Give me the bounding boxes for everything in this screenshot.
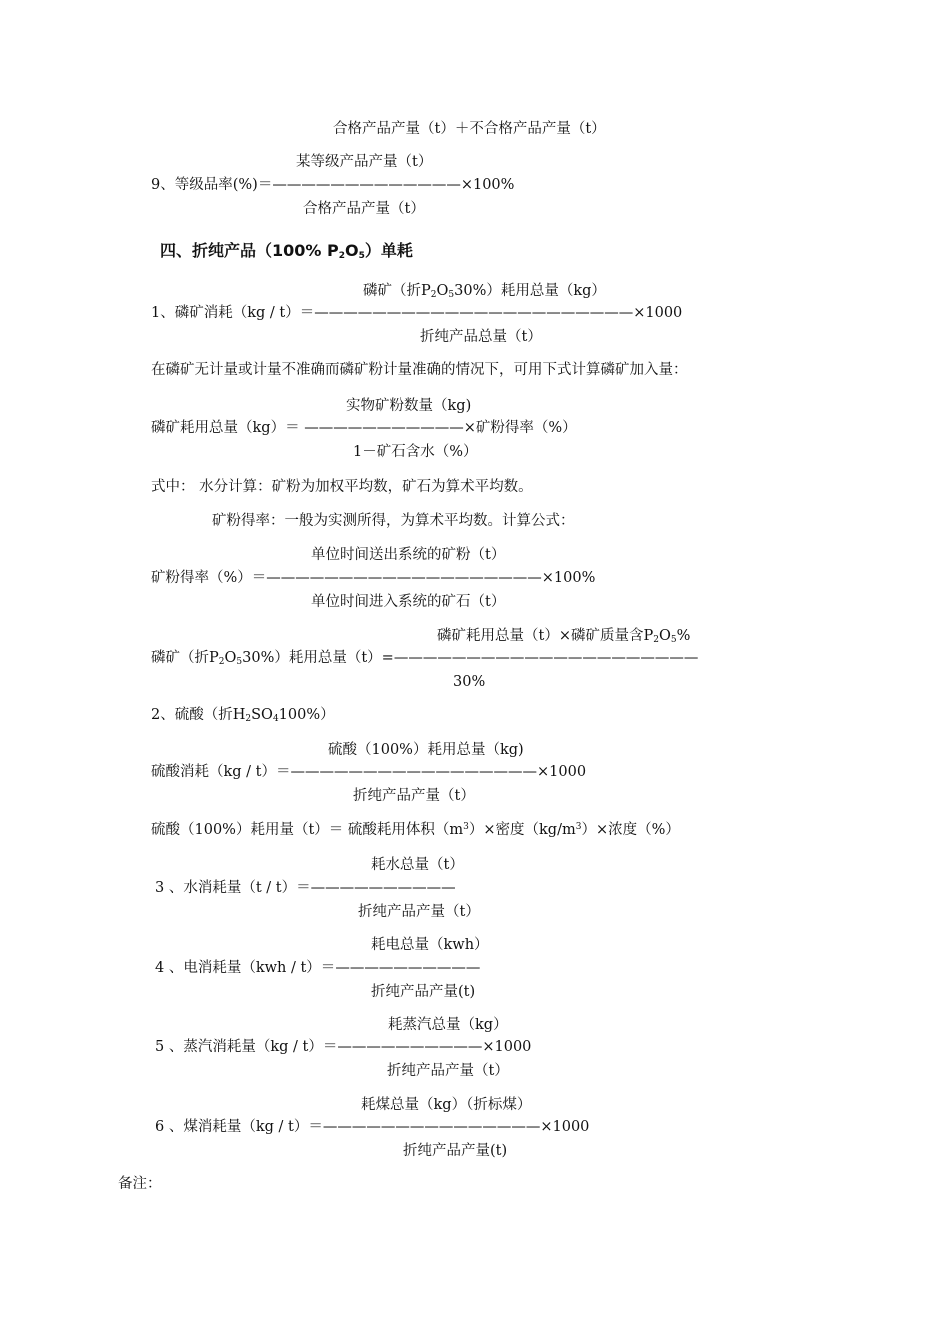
conv-num-sub-2: 5 (670, 635, 677, 645)
conv-label-sub-2: 5 (236, 657, 243, 667)
f6-equation-line (155, 1118, 589, 1136)
f6-label: 6 、煤消耗量（kg / t）＝ (155, 1119, 323, 1135)
conv-num-mid: O (658, 628, 671, 644)
f2-vol-sup-1: 3 (463, 822, 469, 832)
f6-numerator: 耗煤总量（kg）（折标煤） (361, 1097, 532, 1113)
f1-fraction-bar: —————————————————————— (314, 305, 634, 321)
remark-label: 备注： (118, 1176, 162, 1192)
f5-denominator: 折纯产品产量（t） (387, 1063, 509, 1079)
heading-text-pre: 四、折纯产品（100% P (160, 241, 339, 260)
yield-fraction-bar: ——————————————————— (266, 570, 542, 586)
where-line-2: 矿粉得率：一般为实测所得，为算术平均数。计算公式： (212, 513, 575, 529)
yield-label: 矿粉得率（%）＝ (151, 570, 267, 586)
conv-label-sub-1: 2 (218, 657, 225, 667)
f2-vol-sup-2: 3 (575, 822, 582, 832)
f6-denominator: 折纯产品产量(t) (403, 1143, 508, 1159)
f9-numerator: 某等级产品产量（t） (296, 154, 433, 170)
f1-denominator: 折纯产品总量（t） (420, 329, 542, 345)
yield-equation-line (151, 569, 595, 587)
f5-fraction-bar: —————————— (337, 1039, 483, 1055)
section-heading (160, 242, 413, 260)
conv-fraction-bar: ————————————————————— (393, 650, 699, 666)
f6-multiplier: ×1000 (540, 1119, 590, 1135)
f9-equation-line (151, 176, 514, 194)
conv-equation-line (151, 649, 698, 667)
f3-fraction-bar: —————————— (310, 880, 456, 896)
f2-vol-mid: ）×密度（kg/m (468, 822, 576, 838)
yield-denominator: 单位时间进入系统的矿石（t） (311, 594, 506, 610)
f5-numerator: 耗蒸汽总量（kg） (388, 1017, 508, 1033)
f2-equation-line (151, 763, 586, 781)
f5-multiplier: ×1000 (482, 1039, 532, 1055)
f4-fraction-bar: —————————— (335, 960, 481, 976)
conv-denominator: 30% (453, 674, 486, 690)
note-paragraph: 在磷矿无计量或计量不准确而磷矿粉计量准确的情况下，可用下式计算磷矿加入量： (151, 362, 688, 378)
f1-label: 1、磷矿消耗（kg / t）＝ (151, 305, 315, 321)
f9-fraction-bar: ————————————— (272, 177, 461, 193)
ore-multiplier: ×矿粉得率（%） (463, 420, 577, 436)
f2-title-mid: SO (251, 707, 273, 723)
f2-title-pre: 2、硫酸（折H (151, 707, 246, 723)
f3-label: 3 、水消耗量（t / t）＝ (155, 880, 311, 896)
f3-denominator: 折纯产品产量（t） (358, 904, 480, 920)
f2-numerator: 硫酸（100%）耗用总量（kg) (328, 742, 524, 758)
heading-sub-2: 5 (358, 251, 365, 261)
f2-multiplier: ×1000 (537, 764, 587, 780)
f1-multiplier: ×1000 (633, 305, 683, 321)
f1-numerator (363, 282, 606, 300)
f3-equation-line (155, 879, 456, 897)
ore-label: 磷矿耗用总量（kg）＝ (151, 420, 300, 436)
conv-numerator (437, 627, 690, 645)
f1-num-sub-2: 5 (448, 290, 455, 300)
f1-num-pre: 磷矿（折P (363, 283, 431, 299)
where-line-1: 式中： 水分计算：矿粉为加权平均数，矿石为算术平均数。 (151, 479, 533, 495)
conv-label-post: 30%）耗用总量（t）= (242, 650, 394, 666)
f6-fraction-bar: ——————————————— (322, 1119, 541, 1135)
ore-equation-line (151, 419, 577, 437)
heading-sub-1: 2 (338, 251, 345, 261)
conv-label-mid: O (224, 650, 237, 666)
heading-text-post: ）单耗 (364, 241, 413, 260)
f1-num-sub-1: 2 (430, 290, 437, 300)
f1-num-post: 30%）耗用总量（kg） (454, 283, 606, 299)
f2-volume-line (151, 821, 680, 839)
conv-label-pre: 磷矿（折P (151, 650, 219, 666)
f4-label: 4 、电消耗量（kwh / t）＝ (155, 960, 336, 976)
heading-text-mid: O (345, 241, 359, 260)
yield-numerator: 单位时间送出系统的矿粉（t） (311, 547, 506, 563)
f5-equation-line (155, 1038, 531, 1056)
f9-label: 9、等级品率(%)＝ (151, 177, 273, 193)
prev-denominator: 合格产品产量（t）＋不合格产品产量（t） (333, 121, 606, 137)
yield-multiplier: ×100% (541, 570, 596, 586)
f2-title (151, 706, 335, 724)
f1-num-mid: O (436, 283, 449, 299)
f2-denominator: 折纯产品产量（t） (353, 788, 475, 804)
f5-label: 5 、蒸汽消耗量（kg / t）＝ (155, 1039, 338, 1055)
f2-label: 硫酸消耗（kg / t）＝ (151, 764, 291, 780)
ore-fraction-bar: ——————————— (304, 420, 464, 436)
conv-num-post: % (676, 628, 691, 644)
f2-title-post: 100%） (278, 707, 335, 723)
f2-title-sub-1: 2 (245, 714, 252, 724)
ore-numerator: 实物矿粉数量（kg) (346, 398, 472, 414)
conv-num-pre: 磷矿耗用总量（t）×磷矿质量含P (437, 628, 654, 644)
f4-denominator: 折纯产品产量(t) (371, 984, 476, 1000)
f4-numerator: 耗电总量（kwh） (371, 937, 489, 953)
f2-vol-pre: 硫酸（100%）耗用量（t）＝ 硫酸耗用体积（m (151, 822, 464, 838)
f1-equation-line (151, 304, 682, 322)
f3-numerator: 耗水总量（t） (371, 857, 464, 873)
f2-vol-post: ）×浓度（%） (581, 822, 680, 838)
f4-equation-line (155, 959, 480, 977)
f9-multiplier: ×100% (460, 177, 515, 193)
ore-denominator: 1－矿石含水（%） (353, 444, 478, 460)
f2-fraction-bar: ————————————————— (290, 764, 537, 780)
f2-title-sub-2: 4 (272, 714, 279, 724)
f9-denominator: 合格产品产量（t） (303, 201, 425, 217)
conv-num-sub-1: 2 (653, 635, 659, 645)
